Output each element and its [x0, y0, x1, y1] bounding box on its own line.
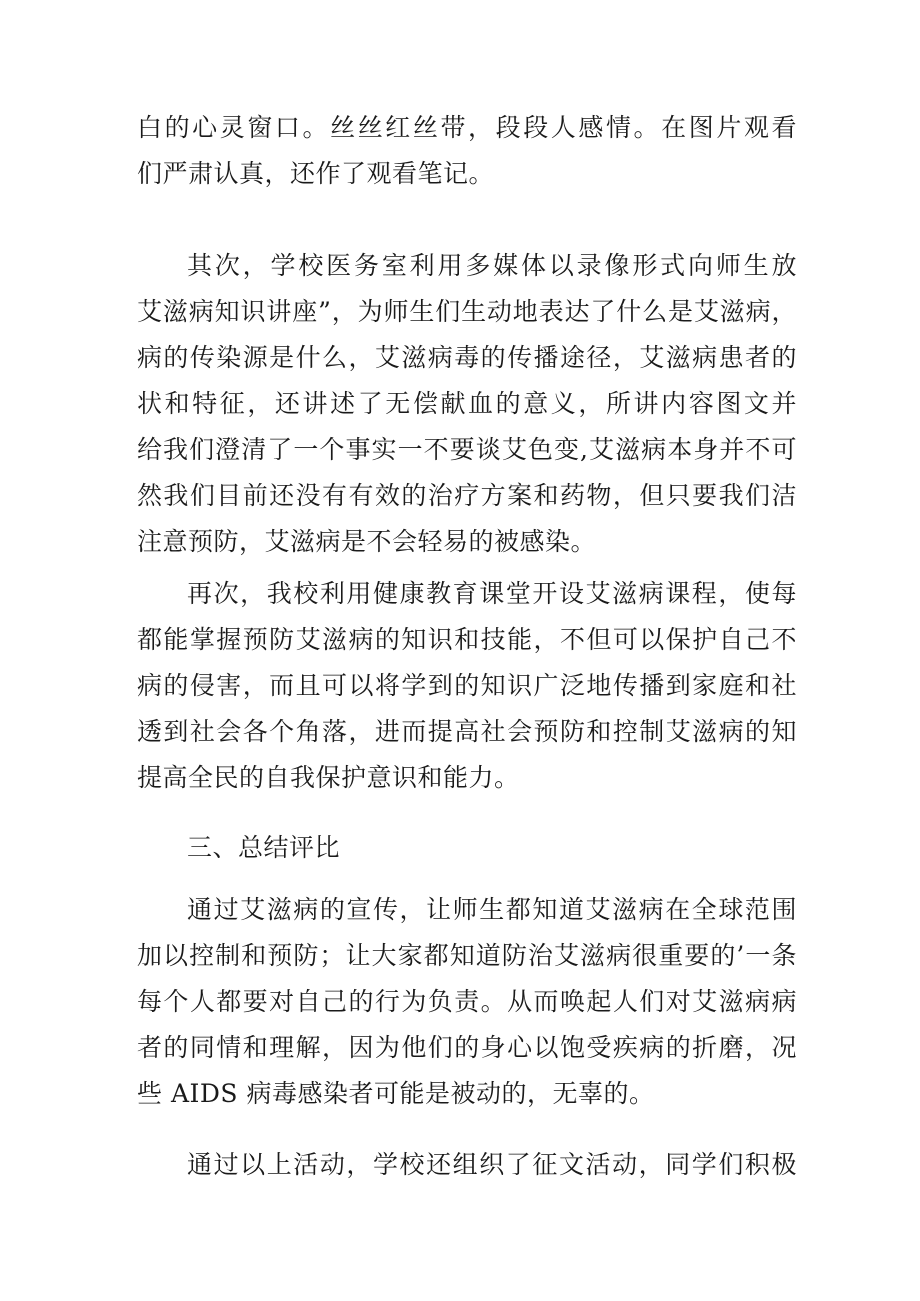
paragraph-summary	[137, 887, 797, 1117]
text-line: 些 AIDS 病毒感染者可能是被动的，无辜的。	[137, 1079, 655, 1108]
text-line: 病的传染源是什么，艾滋病毒的传播途径，艾滋病患者的	[137, 343, 797, 372]
text-line: 给我们澄清了一个事实一不要谈艾色变,艾滋病本身并不可	[137, 435, 797, 464]
text-line: 再次，我校利用健康教育课堂开设艾滋病课程，使每	[187, 579, 797, 608]
paragraph-continuation	[137, 105, 797, 197]
paragraph-activities	[137, 1142, 797, 1188]
text-line: 们严肃认真，还作了观看笔记。	[137, 159, 495, 188]
text-line: 都能掌握预防艾滋病的知识和技能，不但可以保护自己不	[137, 625, 797, 654]
text-line: 然我们目前还没有有效的治疗方案和药物，但只要我们洁	[137, 481, 797, 510]
text-line: 艾滋病知识讲座”，为师生们生动地表达了什么是艾滋病，	[137, 297, 797, 326]
text-line: 白的心灵窗口。丝丝红丝带，段段人感情。在图片观看	[137, 113, 797, 142]
text-line: 通过艾滋病的宣传，让师生都知道艾滋病在全球范围	[187, 895, 797, 924]
text-line: 提高全民的自我保护意识和能力。	[137, 763, 520, 792]
text-line: 透到社会各个角落，进而提高社会预防和控制艾滋病的知	[137, 717, 797, 746]
text-line: 加以控制和预防；让大家都知道防治艾滋病很重要的’一条	[137, 941, 797, 970]
text-line: 其次，学校医务室利用多媒体以录像形式向师生放	[187, 251, 797, 280]
text-line: 注意预防，艾滋病是不会轻易的被感染。	[137, 527, 597, 556]
section-heading	[137, 825, 797, 871]
paragraph-secondly	[137, 243, 797, 565]
text-line: 状和特征，还讲述了无偿献血的意义，所讲内容图文并	[137, 389, 797, 418]
text-line: 病的侵害，而且可以将学到的知识广泛地传播到家庭和社	[137, 671, 797, 700]
text-line: 每个人都要对自己的行为负责。从而唤起人们对艾滋病病	[137, 987, 797, 1016]
paragraph-again	[137, 571, 797, 801]
heading-text: 三、总结评比	[187, 833, 341, 862]
text-line: 通过以上活动，学校还组织了征文活动，同学们积极	[187, 1150, 797, 1179]
text-line: 者的同情和理解，因为他们的身心以饱受疾病的折磨，况	[137, 1033, 797, 1062]
